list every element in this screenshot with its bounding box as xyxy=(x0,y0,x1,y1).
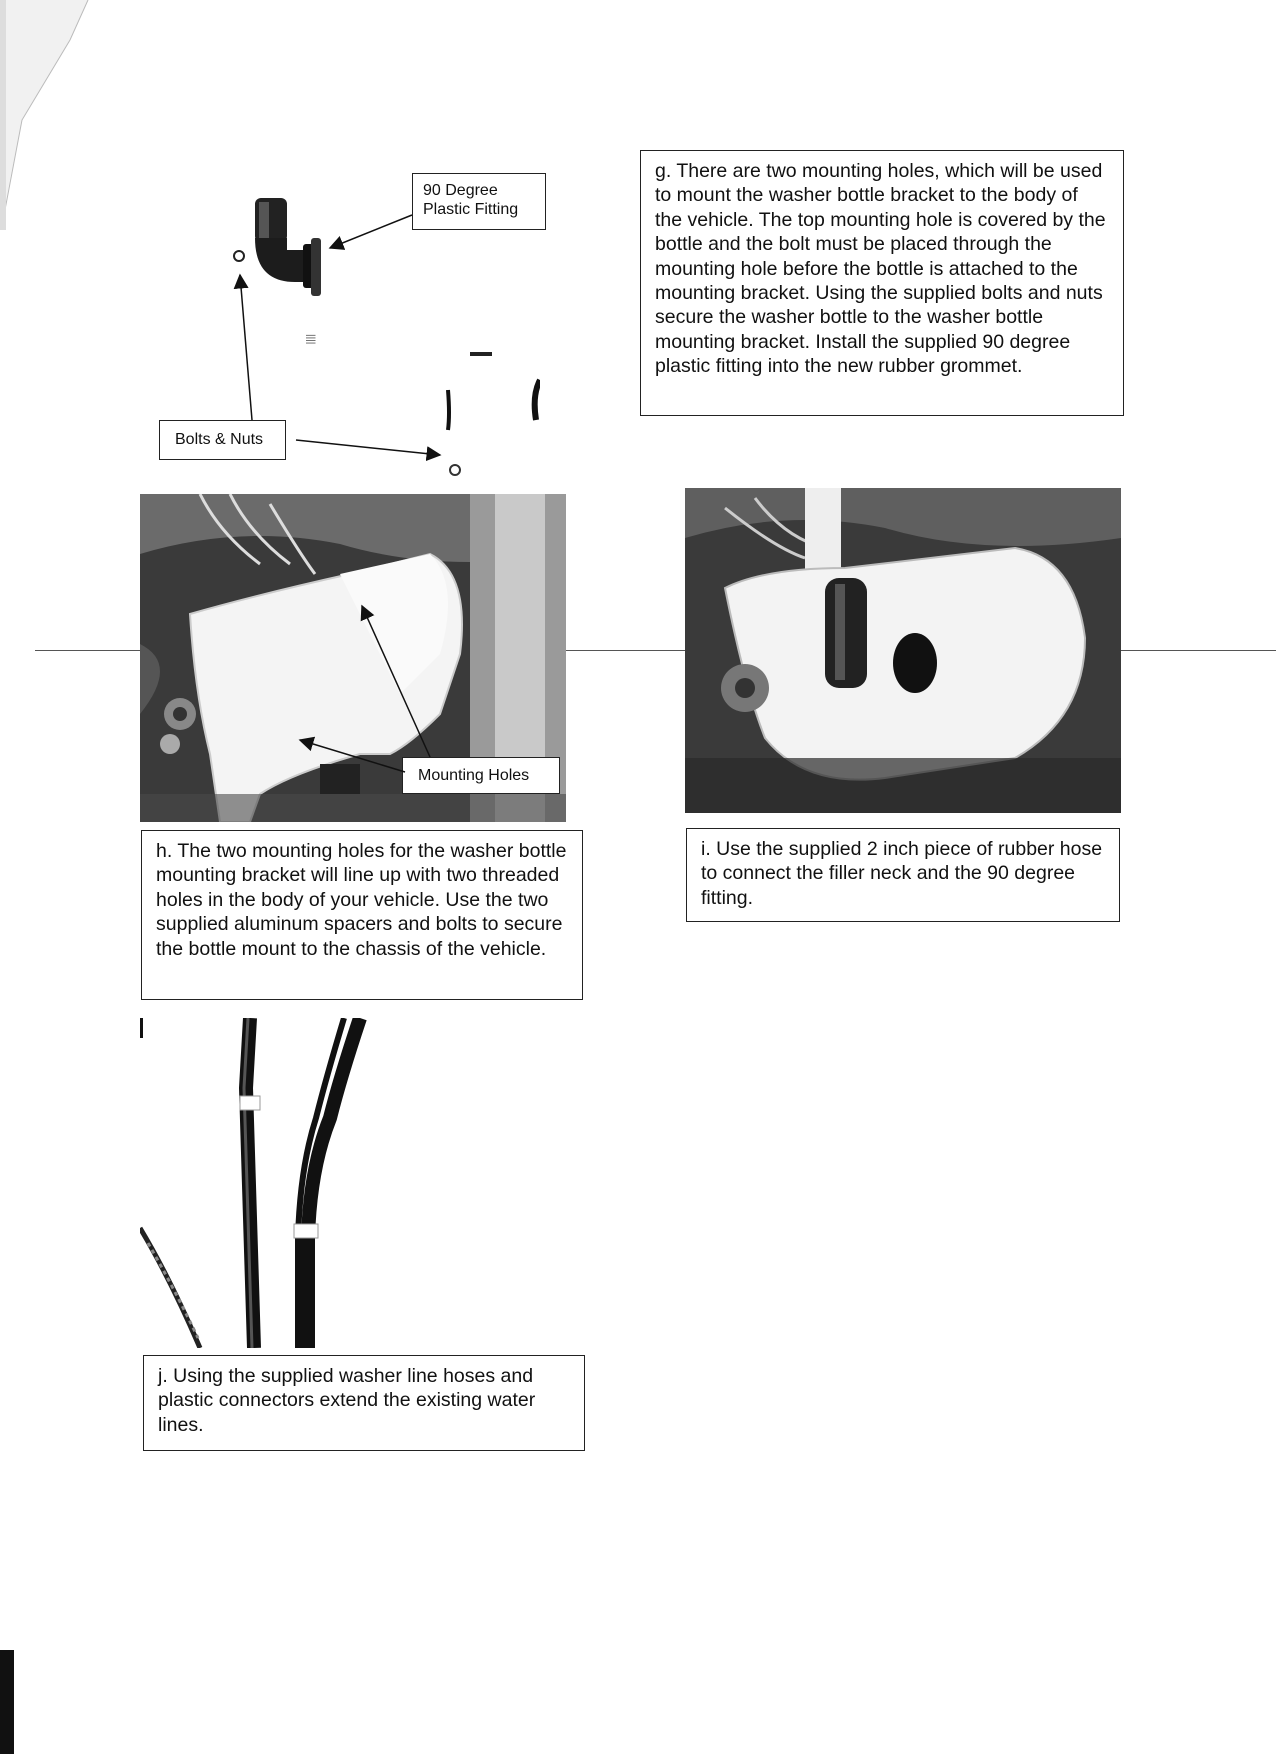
washer-lines-photo xyxy=(140,1018,580,1348)
scan-corner-shadow xyxy=(0,0,90,230)
washer-bottle-outline-icon xyxy=(300,320,540,490)
step-h-content: h. The two mounting holes for the washer bottle mounting bracket will line up with two threaded holes in the body of your vehicle. Use the two supplied aluminum spacers and bolts to secure the bottle mount to the chassis of the vehicle. xyxy=(156,840,567,960)
bolts-label xyxy=(159,420,286,460)
fitting-label-text: 90 Degree Plastic Fitting xyxy=(423,182,519,218)
step-j-content: j. Using the supplied washer line hoses and plastic connectors extend the existing water lines. xyxy=(158,1365,536,1436)
step-h-text xyxy=(141,830,583,1000)
step-g-content: g. There are two mounting holes, which will be used to mount the washer bottle bracket to the body of the vehicle. The top mounting hole is covered by the bottle and the bolt must be placed through the mounting hole before the bottle is attached to the mounting bracket. Using the supplied bolts and nuts secure the washer bottle to the washer bottle mounting bracket. Install the supplied 90 degree plastic fitting into the new rubber grommet. xyxy=(655,160,1106,378)
svg-text:||||: |||| xyxy=(305,334,316,345)
elbow-fitting-icon xyxy=(215,190,355,310)
step-g-text xyxy=(640,150,1124,416)
bolts-label-text: Bolts & Nuts xyxy=(175,431,264,448)
mounting-holes-label-text: Mounting Holes xyxy=(418,767,530,784)
hose-photo xyxy=(685,488,1121,813)
mounting-holes-label xyxy=(402,757,560,794)
step-i-content: i. Use the supplied 2 inch piece of rubber hose to connect the filler neck and the 90 degree fitting. xyxy=(701,838,1103,909)
scan-edge xyxy=(0,1650,14,1754)
step-j-text xyxy=(143,1355,585,1451)
fitting-label xyxy=(412,173,546,230)
step-i-text xyxy=(686,828,1120,922)
